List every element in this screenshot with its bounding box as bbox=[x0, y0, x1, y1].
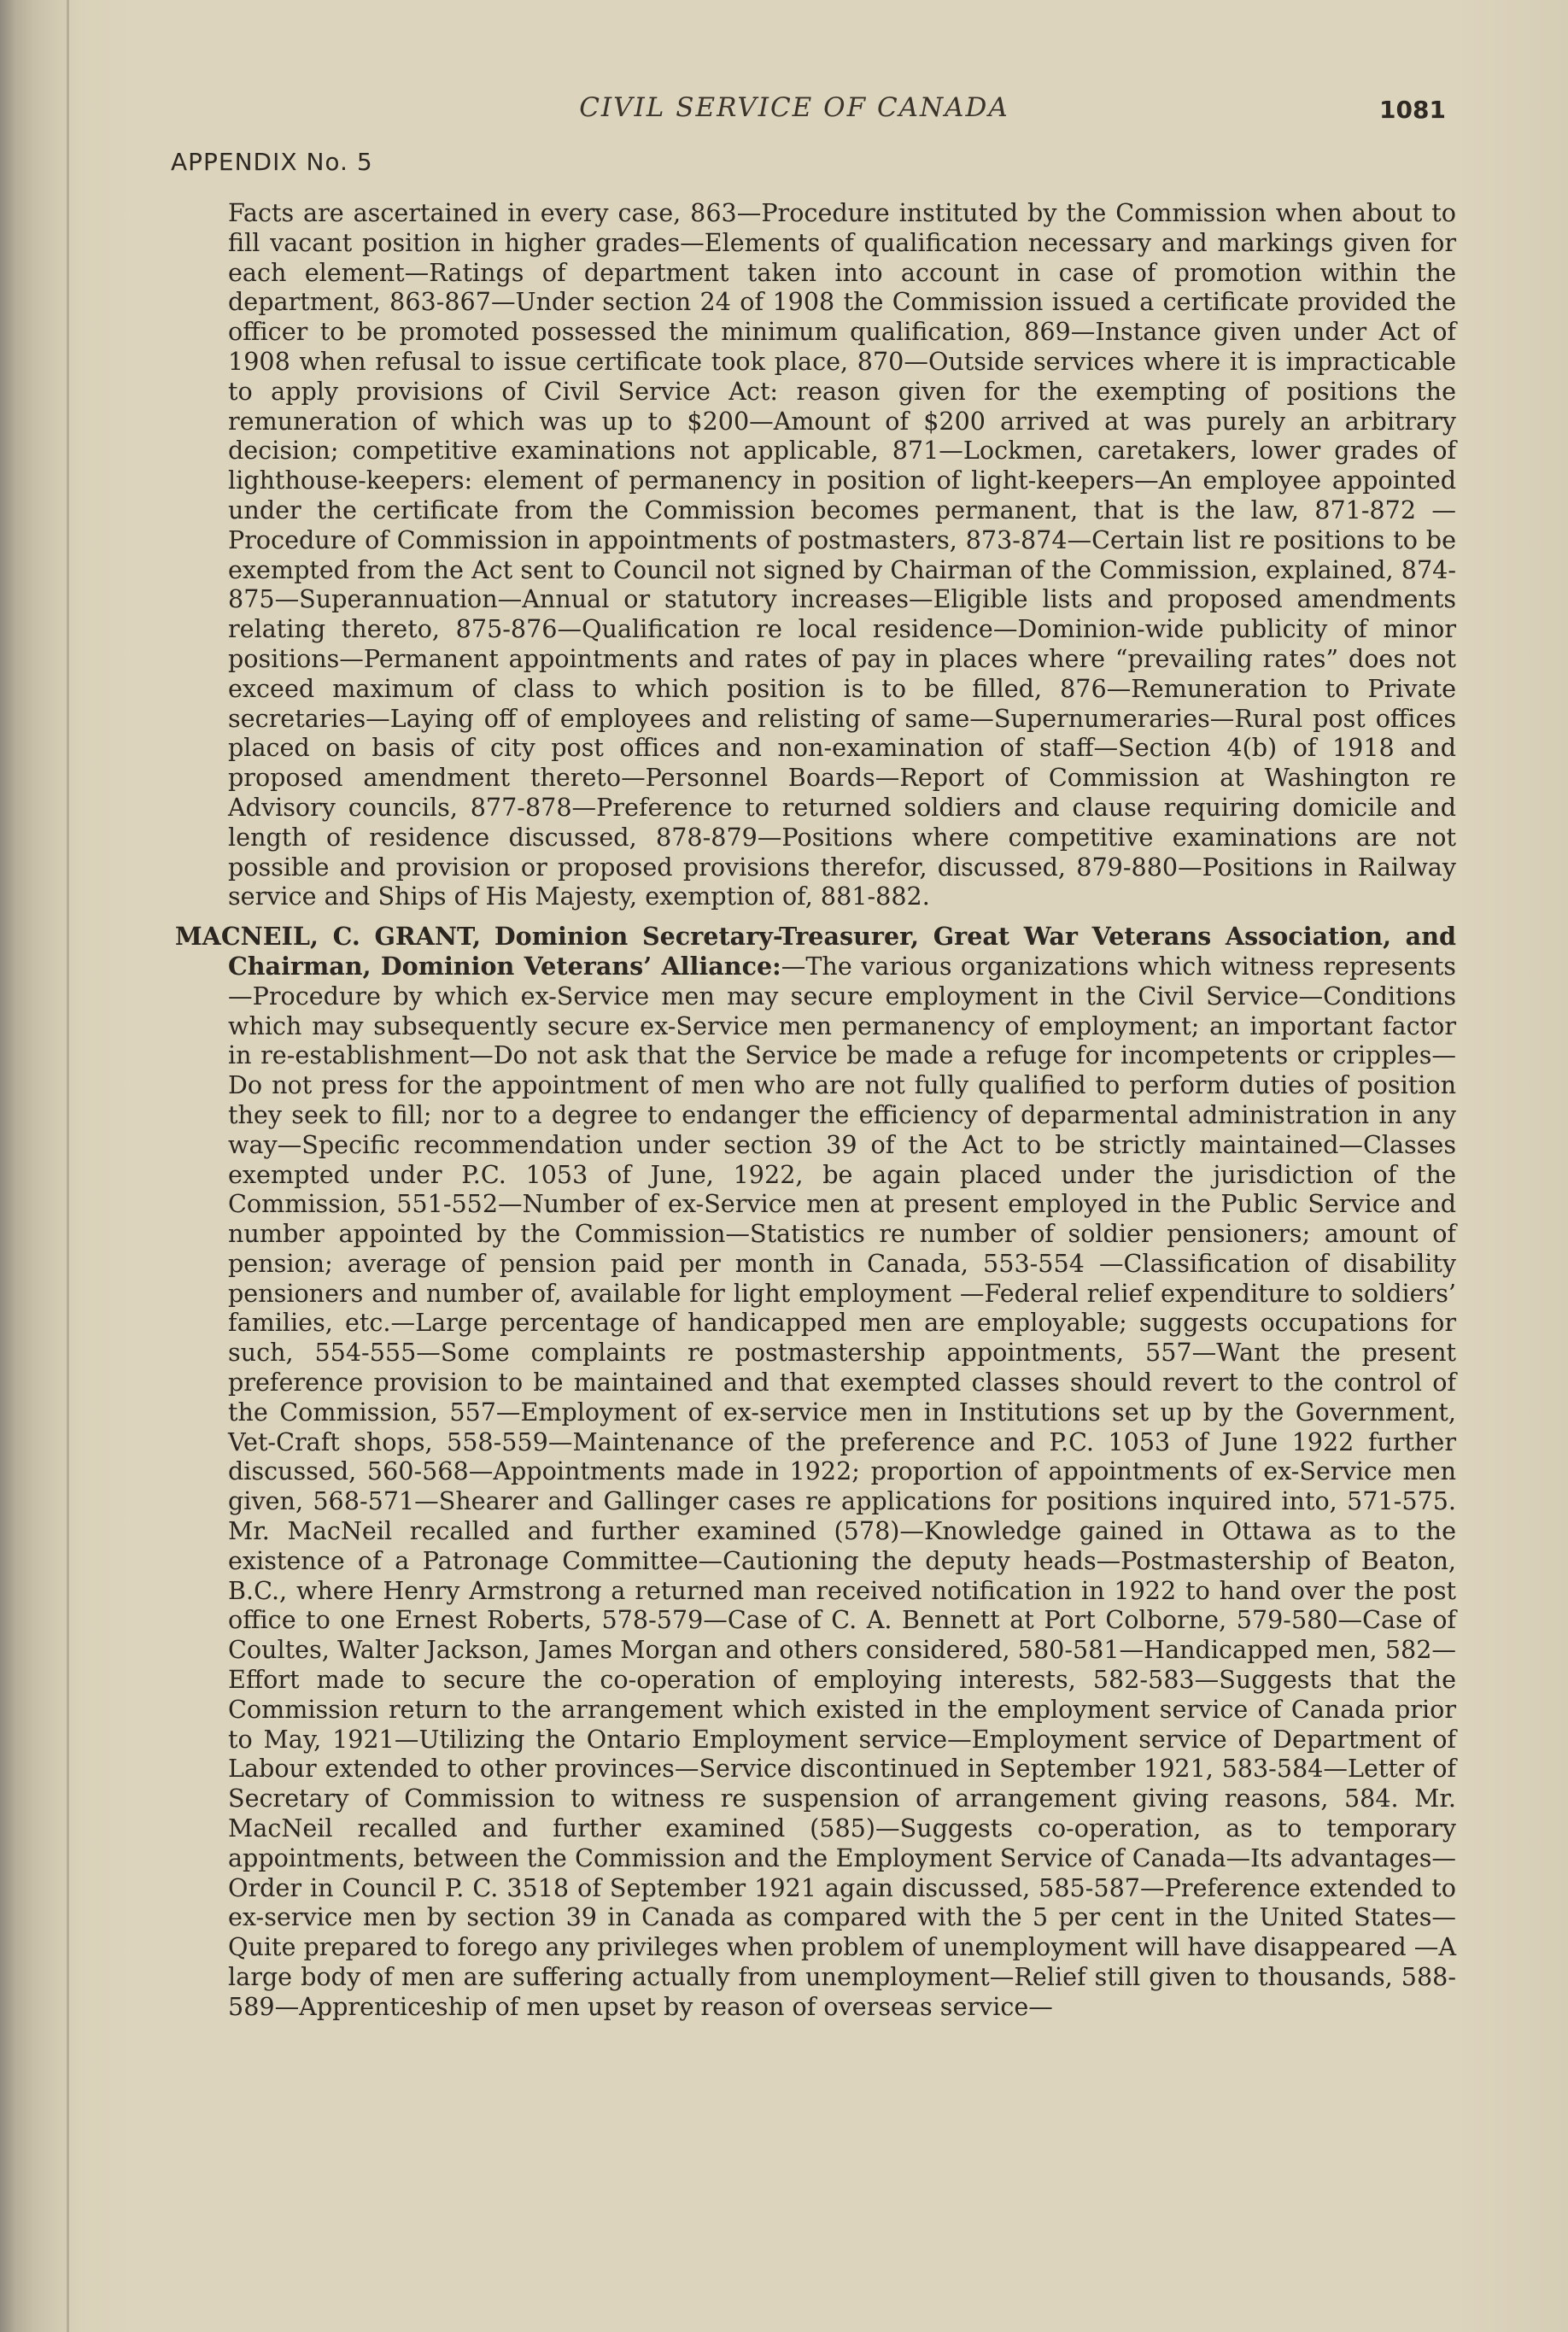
entry-text: —The various organizations which witness represents—Procedure by which ex-Service men may secure employment in the Civil Service—Conditions which may subsequently secure ex-Service men permanency of employment; an important factor in re-establishment—Do not ask that the Service be made a refuge for incompetents or cripples—Do not press for the appointment of men who are not fully qualified to perform duties of position they seek to fill; nor to a degree to endanger the efficiency of deparmental administration in any way—Specific recommendation under section 39 of the Act to be strictly maintained—Classes exempted under P.C. 1053 of June, 1922, be again placed under the jurisdiction of the Commission, 551-552—Number of ex-Service men at present employed in the Public Service and number appointed by the Commission—Statistics re number of soldier pensioners; amount of pension; average of pension paid per month in Canada, 553-554 —Classification of disability pensioners and number of, available for light employment —Federal relief expenditure to soldiers’ families, etc.—Large percentage of handicapped men are employable; suggests occupations for such, 554-555—Some complaints re postmastership appointments, 557—Want the present preference provision to be maintained and that exempted classes should revert to the control of the Commission, 557—Employment of ex-service men in Institutions set up by the Government, Vet-Craft shops, 558-559—Maintenance of the preference and P.C. 1053 of June 1922 further discussed, 560-568—Appointments made in 1922; proportion of appointments of ex-Service men given, 568-571—Shearer and Gallinger cases re applications for positions inquired into, 571-575. Mr. MacNeil recalled and further examined (578)—Knowledge gained in Ottawa as to the existence of a Patronage Committee—Cautioning the deputy heads—Postmastership of Beaton, B.C., where Henry Armstrong a returned man received notification in 1922 to hand over the post office to one Ernest Roberts, 578-579—Case of C. A. Bennett at Port Colborne, 579-580—Case of Coultes, Walter Jackson, James Morgan and others considered, 580-581—Handicapped men, 582—Effort made to secure the co-operation of employing interests, 582-583—Suggests that the Commission return to the arrangement which existed in the employment service of Canada prior to May, 1921—Utilizing the Ontario Employment service—Employment service of Department of Labour extended to other provinces—Service discontinued in September 1921, 583-584—Letter of Secretary of Commission to witness re suspension of arrangement giving reasons, 584. Mr. MacNeil recalled and further examined (585)—Suggests co-operation, as to temporary appointments, between the Commission and the Employment Service of Canada—Its advantages—Order in Council P. C. 3518 of September 1921 again discussed, 585-587—Preference extended to ex-service men by section 39 in Canada as compared with the 5 per cent in the United States—Quite prepared to forego any privileges when problem of unemployment will have disappeared —A large body of men are suffering actually from unemployment—Relief still given to thousands, 588-589—Apprenticeship of men upset by reason of overseas service— bbox=[228, 951, 1456, 2021]
entry-name: MACNEIL, C. GRANT, bbox=[175, 922, 482, 952]
page-number: 1081 bbox=[1379, 96, 1446, 124]
appendix-label: APPENDIX No. 5 bbox=[171, 148, 373, 176]
binding-edge bbox=[67, 0, 69, 2332]
entry-role: Dominion Secretary-Treasurer, Great War Veterans Association, and Chairman, Dominion Veterans’ Alliance: bbox=[228, 922, 1456, 981]
index-entry-macneil bbox=[175, 922, 1456, 2021]
index-body bbox=[175, 198, 1456, 2022]
running-title: CIVIL SERVICE OF CANADA bbox=[579, 92, 1009, 123]
index-entry-continued: Facts are ascertained in every case, 863—Procedure instituted by the Commission when about to fill vacant position in higher grades—Elements of qualification necessary and markings given for each element—Ratings of department taken into account in case of promotion within the department, 863-867—Under section 24 of 1908 the Commission issued a certificate provided the officer to be promoted possessed the minimum qualification, 869—Instance given under Act of 1908 when refusal to issue certificate took place, 870—Outside services where it is impracticable to apply provisions of Civil Service Act: reason given for the exempting of positions the remuneration of which was up to $200—Amount of $200 arrived at was purely an arbitrary decision; competitive examinations not applicable, 871—Lockmen, caretakers, lower grades of lighthouse-keepers: element of permanency in position of light-keepers—An employee appointed under the certificate from the Commission becomes permanent, that is the law, 871-872 —Procedure of Commission in appointments of postmasters, 873-874—Certain list re positions to be exempted from the Act sent to Council not signed by Chairman of the Commission, explained, 874-875—Superannuation—Annual or statutory increases—Eligible lists and proposed amendments relating thereto, 875-876—Qualification re local residence—Dominion-wide publicity of minor positions—Permanent appointments and rates of pay in places where “prevailing rates” does not exceed maximum of class to which position is to be filled, 876—Remuneration to Private secretaries—Laying off of employees and relisting of same—Supernumeraries—Rural post offices placed on basis of city post offices and non-examination of staff—Section 4(b) of 1918 and proposed amendment thereto—Personnel Boards—Report of Commission at Washington re Advisory councils, 877-878—Preference to returned soldiers and clause requiring domicile and length of residence discussed, 878-879—Positions where competitive examinations are not possible and provision or proposed provisions therefor, discussed, 879-880—Positions in Railway service and Ships of His Majesty, exemption of, 881-882. bbox=[228, 198, 1456, 911]
running-head bbox=[0, 92, 1568, 126]
